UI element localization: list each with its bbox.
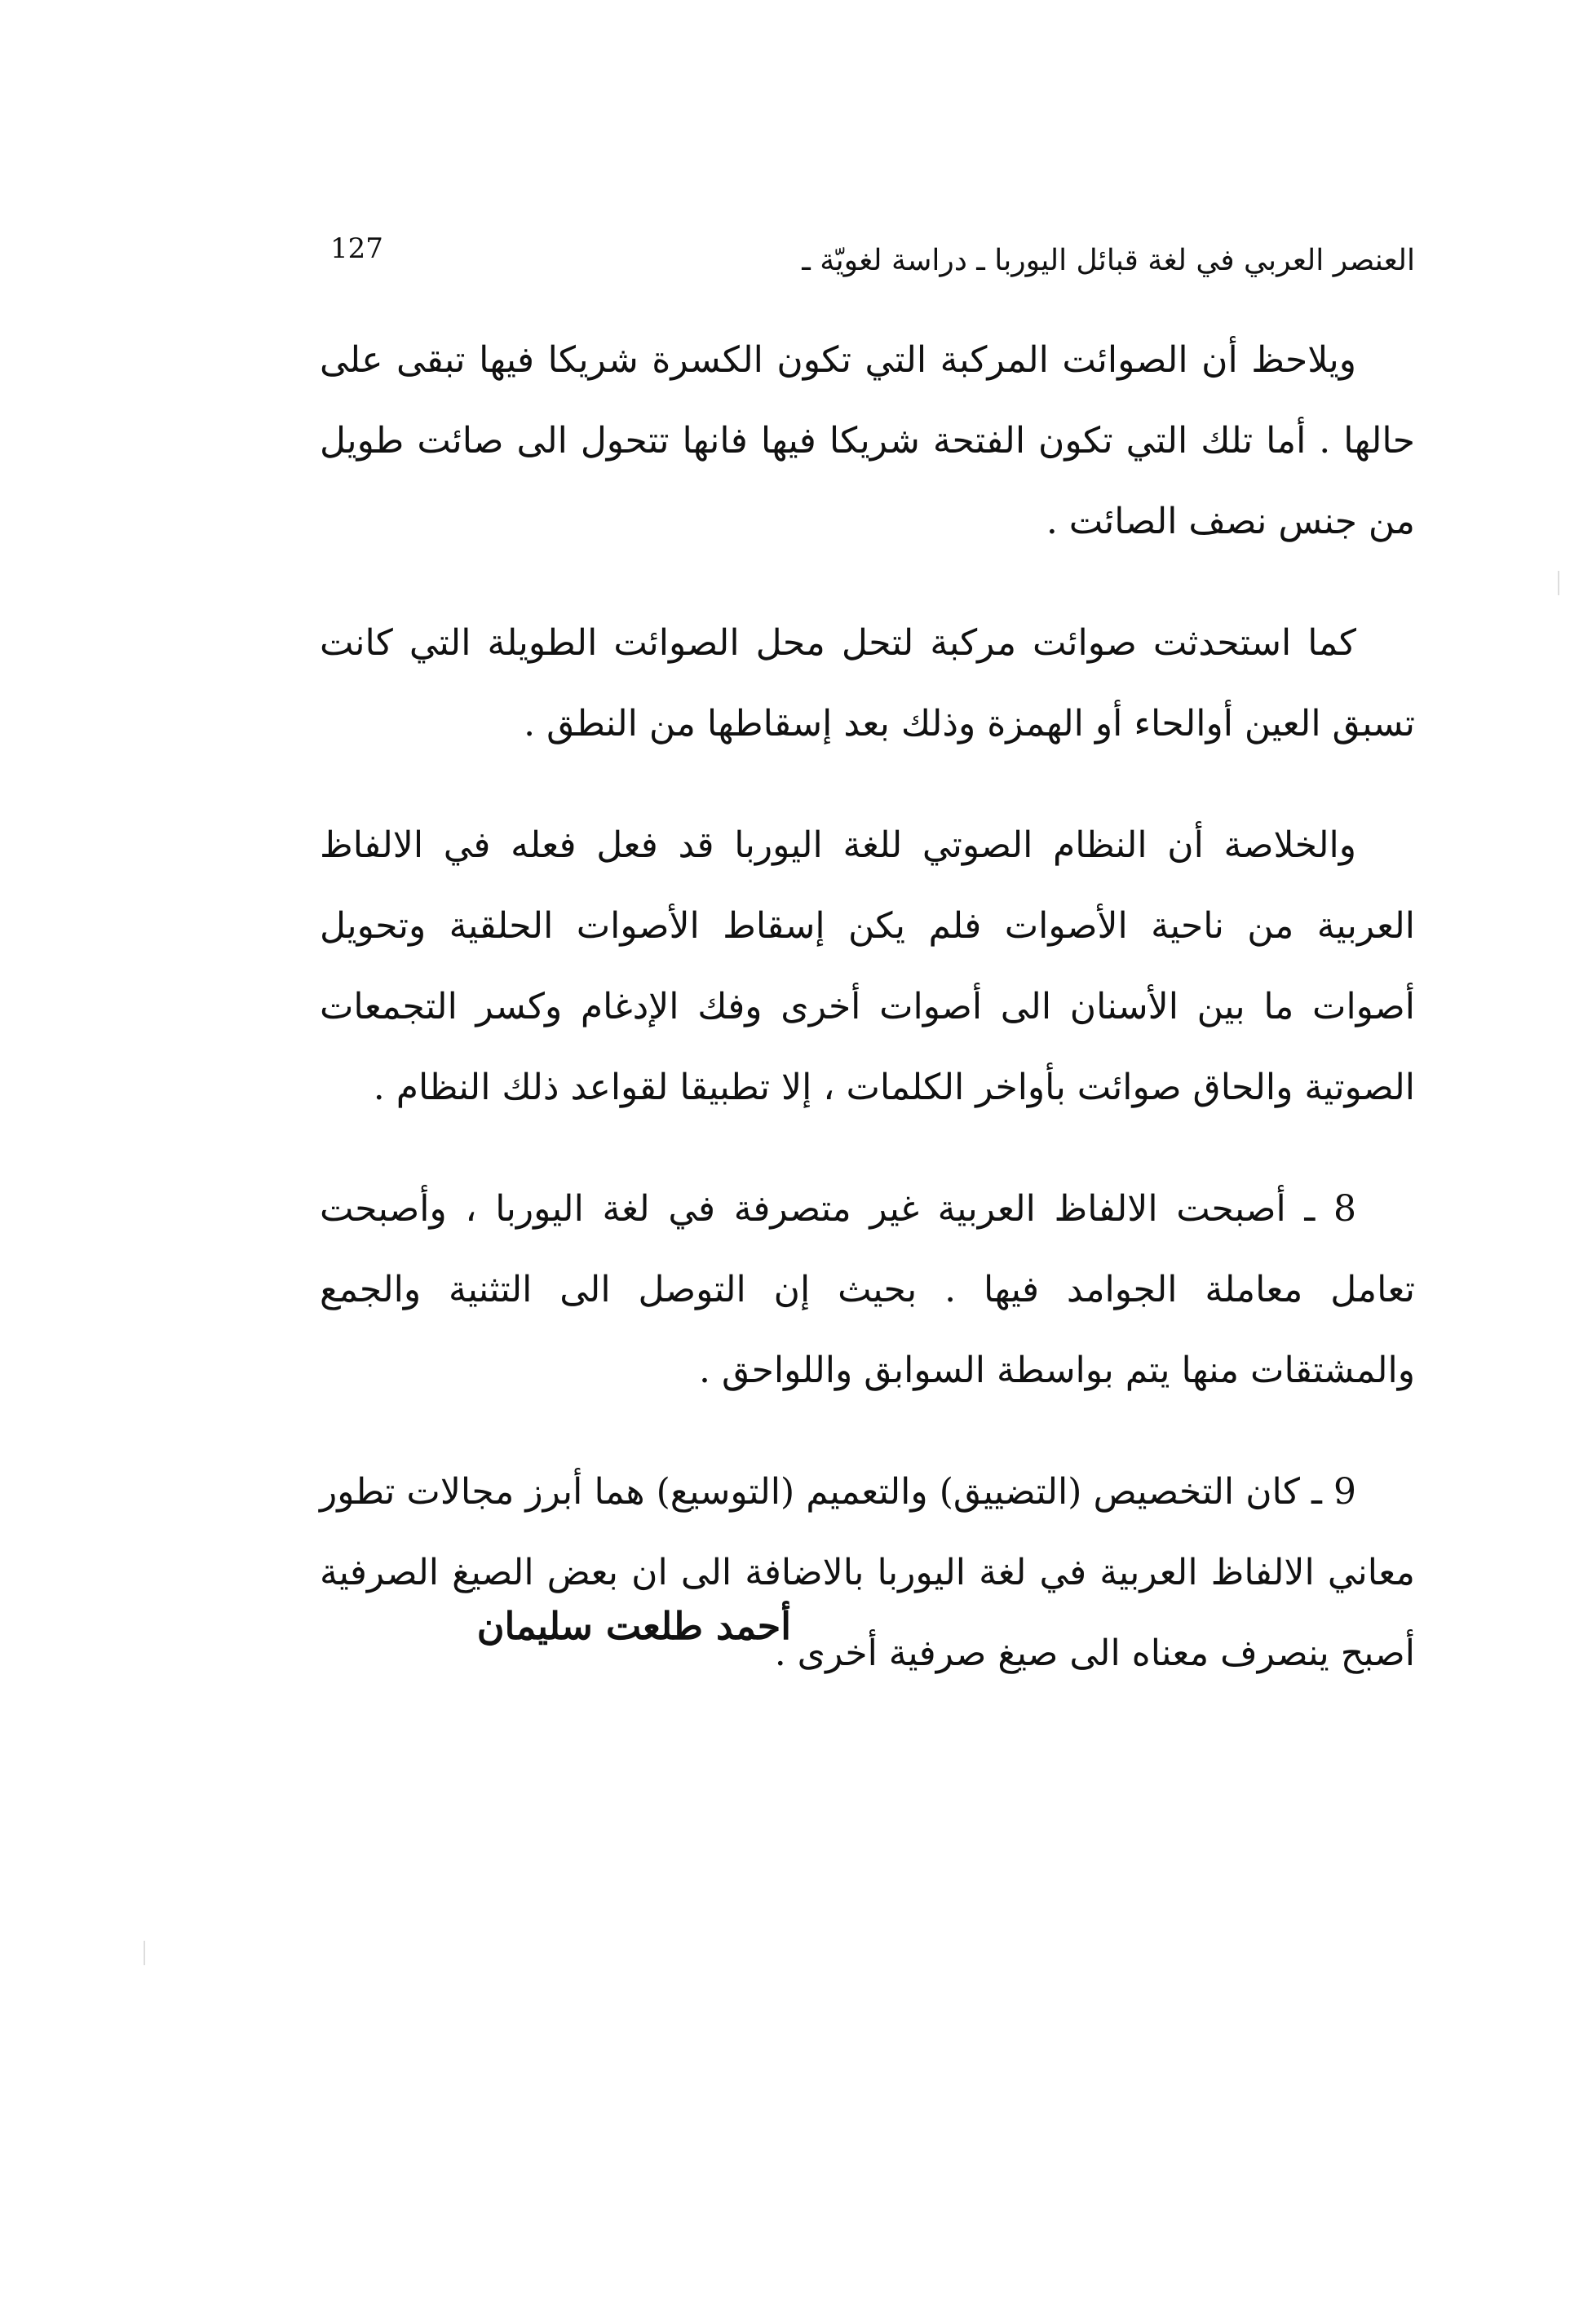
paragraph: والخلاصة أن النظام الصوتي للغة اليوربا قد فعل فعله في الالفاظ العربية من ناحية الأصوات فلم يكن إسقاط الأصوات الحلقية وتحويل أصوات ما بين الأسنان الى أصوات أخرى وفك الإدغام وكسر التجمعات الصوتية والحاق صوائت بأواخر الكلمات ، إلا تطبيقا لقواعد ذلك النظام . bbox=[320, 824, 1415, 1108]
body-text bbox=[320, 320, 1415, 1734]
paragraph: كما استحدثت صوائت مركبة لتحل محل الصوائت الطويلة التي كانت تسبق العين أوالحاء أو الهمزة وذلك بعد إسقاطها من النطق . bbox=[320, 622, 1415, 744]
paragraph: ويلاحظ أن الصوائت المركبة التي تكون الكسرة شريكا فيها تبقى على حالها . أما تلك التي تكون الفتحة شريكا فيها فانها تتحول الى صائت طويل من جنس نصف الصائت . bbox=[320, 339, 1415, 542]
paragraph-item-8: 8 ـ أصبحت الالفاظ العربية غير متصرفة في لغة اليوربا ، وأصبحت تعامل معاملة الجوامد فيها . بحيث إن التوصل الى التثنية والجمع والمشتقات منها يتم بواسطة السوابق واللواحق . bbox=[320, 1188, 1415, 1391]
scan-speck bbox=[1558, 571, 1559, 595]
scan-speck bbox=[144, 1941, 145, 1965]
running-header-title: العنصر العربي في لغة قبائل اليوربا ـ دراسة لغويّة ـ bbox=[802, 244, 1415, 277]
author-signature: أحمد طلعت سليمان bbox=[476, 1604, 791, 1648]
page-number: 127 bbox=[330, 232, 383, 265]
paragraph-item-9: 9 ـ كان التخصيص (التضييق) والتعميم (التوسيع) هما أبرز مجالات تطور معاني الالفاظ العربية في لغة اليوربا بالاضافة الى ان بعض الصيغ الصرفية أصبح ينصرف معناه الى صيغ صرفية أخرى . bbox=[320, 1471, 1415, 1674]
running-header bbox=[330, 232, 1415, 289]
